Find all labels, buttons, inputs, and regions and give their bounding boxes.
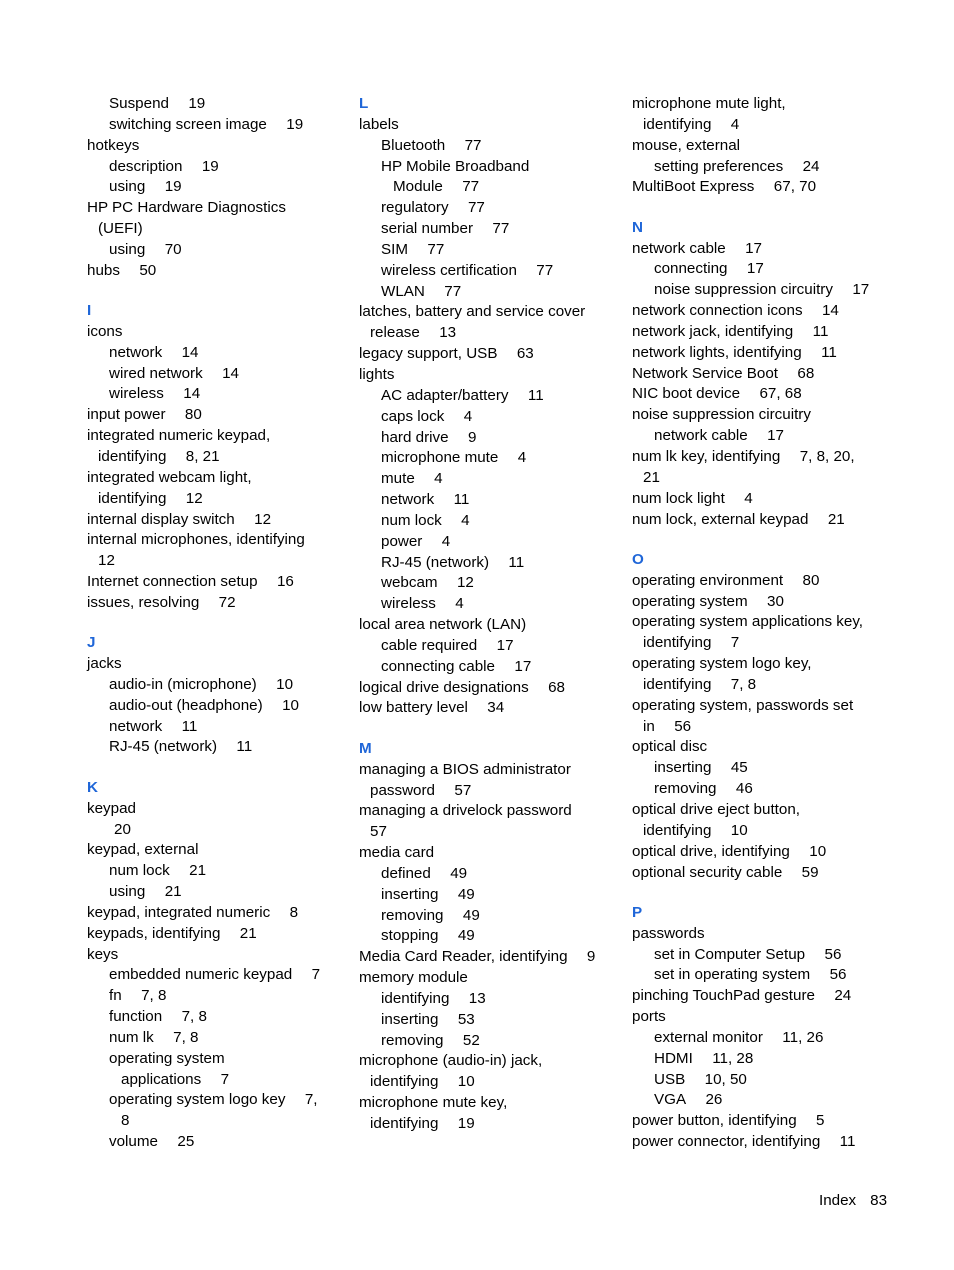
index-subentry bbox=[632, 1090, 894, 1111]
index-entry bbox=[632, 592, 894, 613]
index-subentry bbox=[359, 594, 621, 615]
index-entry bbox=[359, 615, 621, 636]
index-entry bbox=[87, 405, 349, 426]
index-letter-heading: L bbox=[359, 95, 369, 112]
index-entry-line: using 70 bbox=[109, 240, 182, 258]
index-subentry bbox=[359, 926, 621, 947]
index-entry-line: internal microphones, identifying bbox=[87, 531, 305, 549]
index-entry-line: power 4 bbox=[381, 532, 451, 550]
index-column-2 bbox=[359, 94, 621, 1135]
index-entry-line: defined 49 bbox=[381, 864, 468, 882]
index-entry bbox=[359, 1051, 621, 1093]
index-entry-line: regulatory 77 bbox=[381, 199, 485, 217]
index-subentry bbox=[87, 717, 349, 738]
index-entry bbox=[632, 1111, 894, 1132]
index-entry bbox=[359, 115, 621, 136]
index-letter-heading: O bbox=[632, 550, 644, 568]
index-entry-line: network 11 bbox=[109, 717, 198, 735]
index-entry-line: using 19 bbox=[109, 178, 182, 196]
index-entry-line: media card bbox=[359, 844, 435, 862]
index-entry bbox=[359, 801, 621, 843]
index-entry-line: pinching TouchPad gesture 24 bbox=[632, 987, 852, 1005]
index-entry-line: SIM 77 bbox=[381, 240, 445, 258]
index-entry bbox=[87, 530, 349, 572]
index-entry-line: noise suppression circuitry bbox=[632, 406, 811, 424]
index-entry-line: input power 80 bbox=[87, 406, 202, 424]
index-entry-line: operating system, passwords set bbox=[632, 696, 854, 714]
index-entry-line: operating system logo key, bbox=[632, 655, 812, 673]
index-entry bbox=[87, 799, 349, 841]
index-entry-line: optical drive eject button, bbox=[632, 801, 801, 818]
index-entry-line: local area network (LAN) bbox=[359, 616, 527, 634]
index-entry bbox=[87, 572, 349, 593]
index-entry bbox=[632, 364, 894, 385]
index-letter-heading: N bbox=[632, 218, 643, 236]
index-entry-line: keys bbox=[87, 945, 119, 963]
index-letter-heading: K bbox=[87, 778, 98, 796]
index-entry-line: hubs 50 bbox=[87, 261, 157, 279]
index-subentry bbox=[632, 779, 894, 800]
index-subentry bbox=[359, 490, 621, 511]
index-subentry bbox=[632, 426, 894, 447]
index-entry-line: memory module bbox=[359, 969, 468, 987]
index-entry-line: icons bbox=[87, 322, 123, 340]
index-entry-line: HP Mobile Broadband bbox=[381, 157, 530, 175]
index-entry bbox=[359, 302, 621, 344]
index-entry-line: power connector, identifying 11 bbox=[632, 1133, 856, 1151]
index-entry bbox=[632, 571, 894, 592]
index-entry bbox=[632, 301, 894, 322]
index-subentry bbox=[359, 636, 621, 657]
index-entry-line: num lock light 4 bbox=[632, 489, 753, 507]
index-entry-line: microphone mute key, bbox=[359, 1094, 508, 1112]
index-entry bbox=[87, 322, 349, 343]
index-subentry bbox=[632, 1028, 894, 1049]
index-entry-line: description 19 bbox=[109, 157, 219, 175]
index-entry bbox=[359, 344, 621, 365]
index-subentry bbox=[359, 657, 621, 678]
index-entry-line: HP PC Hardware Diagnostics bbox=[87, 199, 286, 217]
index-subentry bbox=[87, 1090, 349, 1132]
index-entry-line: RJ-45 (network) 11 bbox=[109, 738, 253, 756]
index-entry-line: keypad bbox=[87, 799, 136, 817]
index-entry-line: latches, battery and service cover bbox=[359, 303, 586, 321]
index-entry-line: internal display switch 12 bbox=[87, 510, 272, 528]
index-entry-line: AC adapter/battery 11 bbox=[381, 386, 544, 404]
index-entry-line: keypad, external bbox=[87, 841, 199, 859]
index-subentry bbox=[87, 861, 349, 882]
index-entry-line: stopping 49 bbox=[381, 927, 475, 945]
index-entry bbox=[632, 800, 894, 842]
index-subentry bbox=[359, 448, 621, 469]
index-entry-line: num lk key, identifying 7, 8, 20, bbox=[632, 448, 855, 465]
index-subentry bbox=[87, 882, 349, 903]
index-subentry bbox=[87, 1028, 349, 1049]
index-subentry bbox=[359, 157, 621, 199]
index-subentry bbox=[359, 573, 621, 594]
index-entry-line: external monitor 11, 26 bbox=[654, 1028, 824, 1046]
index-entry bbox=[87, 945, 349, 966]
index-subentry bbox=[87, 1007, 349, 1028]
index-entry bbox=[632, 94, 894, 136]
index-subentry bbox=[87, 384, 349, 405]
index-entry-line: audio-in (microphone) 10 bbox=[109, 675, 294, 693]
index-entry-line: network jack, identifying 11 bbox=[632, 322, 829, 340]
index-entry bbox=[87, 903, 349, 924]
index-entry-line: in 56 bbox=[643, 717, 692, 735]
index-subentry bbox=[632, 945, 894, 966]
index-entry-line: microphone mute 4 bbox=[381, 449, 527, 467]
index-entry-line: connecting cable 17 bbox=[381, 657, 532, 675]
index-entry bbox=[87, 593, 349, 614]
index-subentry bbox=[87, 696, 349, 717]
index-subentry bbox=[359, 407, 621, 428]
footer-label: Index bbox=[819, 1192, 857, 1209]
index-entry-line: 20 bbox=[114, 820, 131, 838]
index-entry-line: RJ-45 (network) 11 bbox=[381, 553, 525, 571]
index-subentry bbox=[359, 511, 621, 532]
index-entry bbox=[632, 924, 894, 945]
index-entry-line: identifying 12 bbox=[98, 489, 203, 507]
index-subentry bbox=[632, 965, 894, 986]
index-subentry bbox=[359, 428, 621, 449]
index-entry-line: operating environment 80 bbox=[632, 571, 820, 589]
index-entry bbox=[359, 365, 621, 386]
index-entry-line: num lk 7, 8 bbox=[109, 1028, 199, 1046]
index-entry bbox=[632, 384, 894, 405]
index-entry-line: cable required 17 bbox=[381, 636, 514, 654]
index-entry-line: integrated numeric keypad, bbox=[87, 427, 271, 445]
index-entry bbox=[87, 924, 349, 945]
index-subentry bbox=[87, 177, 349, 198]
index-entry bbox=[632, 510, 894, 531]
index-entry-line: low battery level 34 bbox=[359, 699, 505, 717]
index-entry-line: inserting 53 bbox=[381, 1010, 475, 1028]
index-entry bbox=[87, 468, 349, 510]
index-subentry bbox=[359, 532, 621, 553]
index-entry-line: Bluetooth 77 bbox=[381, 136, 482, 154]
index-entry-line: caps lock 4 bbox=[381, 407, 473, 425]
index-entry-line: fn 7, 8 bbox=[109, 987, 167, 1005]
index-entry-line: inserting 49 bbox=[381, 885, 475, 903]
index-entry-line: audio-out (headphone) 10 bbox=[109, 696, 299, 714]
index-entry-line: wireless 4 bbox=[381, 595, 464, 613]
index-subentry bbox=[359, 885, 621, 906]
index-entry-line: noise suppression circuitry 17 bbox=[654, 281, 870, 299]
index-subentry bbox=[632, 1070, 894, 1091]
index-entry bbox=[632, 842, 894, 863]
index-subentry bbox=[87, 1049, 349, 1091]
index-entry-line: managing a drivelock password bbox=[359, 802, 572, 820]
index-entry-line: integrated webcam light, bbox=[87, 468, 252, 486]
index-entry-line: issues, resolving 72 bbox=[87, 593, 236, 611]
index-entry bbox=[632, 1007, 894, 1028]
index-entry-line: 21 bbox=[643, 468, 660, 486]
index-entry-line: operating system logo key 7, bbox=[109, 1091, 318, 1109]
index-subentry bbox=[632, 157, 894, 178]
index-letter-heading: P bbox=[632, 903, 643, 921]
index-entry-line: identifying 8, 21 bbox=[98, 448, 220, 465]
index-entry-line: applications 7 bbox=[121, 1070, 230, 1088]
index-entry-line: removing 52 bbox=[381, 1031, 480, 1049]
index-entry-line: removing 49 bbox=[381, 906, 480, 924]
index-entry bbox=[87, 840, 349, 861]
index-entry bbox=[632, 696, 894, 738]
index-entry-line: Internet connection setup 16 bbox=[87, 573, 294, 591]
index-subentry bbox=[359, 906, 621, 927]
index-entry-line: microphone mute light, bbox=[632, 95, 786, 112]
index-entry-line: network 11 bbox=[381, 491, 470, 509]
index-entry-line: (UEFI) bbox=[98, 220, 143, 238]
index-entry-line: identifying 13 bbox=[381, 989, 486, 1007]
index-entry-line: microphone (audio-in) jack, bbox=[359, 1052, 543, 1070]
index-letter-heading: J bbox=[87, 634, 96, 652]
index-entry bbox=[632, 986, 894, 1007]
index-entry-line: num lock, external keypad 21 bbox=[632, 510, 845, 528]
index-entry-line: operating system 30 bbox=[632, 592, 784, 610]
index-entry bbox=[87, 654, 349, 675]
index-entry-line: operating system applications key, bbox=[632, 613, 864, 631]
index-entry-line: connecting 17 bbox=[654, 260, 764, 278]
index-entry-line: network cable 17 bbox=[632, 239, 763, 257]
index-entry-line: VGA 26 bbox=[654, 1091, 723, 1109]
index-entry-line: network lights, identifying 11 bbox=[632, 343, 837, 361]
index-subentry bbox=[632, 259, 894, 280]
index-entry-line: legacy support, USB 63 bbox=[359, 345, 534, 363]
index-entry-line: num lock 4 bbox=[381, 511, 470, 529]
index-entry bbox=[632, 405, 894, 426]
index-entry-line: keypad, integrated numeric 8 bbox=[87, 903, 299, 921]
index-column-3 bbox=[632, 94, 894, 1153]
index-entry-line: HDMI 11, 28 bbox=[654, 1049, 754, 1067]
index-entry-line: labels bbox=[359, 115, 399, 133]
index-entry-line: keypads, identifying 21 bbox=[87, 924, 257, 942]
index-letter-heading: I bbox=[87, 302, 92, 320]
index-subentry bbox=[87, 157, 349, 178]
index-entry-line: Suspend 19 bbox=[109, 95, 206, 112]
index-subentry bbox=[359, 553, 621, 574]
index-subentry bbox=[87, 965, 349, 986]
index-subentry bbox=[87, 364, 349, 385]
index-subentry bbox=[632, 280, 894, 301]
index-entry-line: wired network 14 bbox=[109, 364, 239, 382]
index-entry bbox=[359, 678, 621, 699]
index-entry-line: USB 10, 50 bbox=[654, 1070, 747, 1088]
index-entry-line: Media Card Reader, identifying 9 bbox=[359, 948, 596, 966]
index-subentry bbox=[359, 989, 621, 1010]
page-footer bbox=[819, 1191, 887, 1212]
index-entry-line: identifying 7, 8 bbox=[643, 675, 757, 693]
index-entry-line: identifying 10 bbox=[370, 1073, 475, 1091]
index-entry-line: identifying 19 bbox=[370, 1115, 475, 1132]
index-entry bbox=[632, 343, 894, 364]
index-subentry bbox=[632, 1049, 894, 1070]
index-subentry bbox=[87, 343, 349, 364]
index-entry-line: hotkeys bbox=[87, 136, 140, 154]
index-entry-line: webcam 12 bbox=[381, 574, 474, 592]
index-entry-line: password 57 bbox=[370, 781, 472, 799]
index-subentry bbox=[87, 94, 349, 115]
index-entry-line: operating system bbox=[109, 1049, 225, 1067]
index-entry-line: setting preferences 24 bbox=[654, 157, 820, 175]
index-entry-line: Module 77 bbox=[393, 178, 480, 196]
index-entry-line: NIC boot device 67, 68 bbox=[632, 385, 802, 403]
index-entry bbox=[632, 136, 894, 157]
index-entry-line: identifying 4 bbox=[643, 115, 740, 133]
index-entry-line: optical drive, identifying 10 bbox=[632, 842, 827, 860]
index-entry-line: hard drive 9 bbox=[381, 428, 477, 446]
index-entry bbox=[87, 510, 349, 531]
index-subentry bbox=[87, 115, 349, 136]
index-entry-line: optical disc bbox=[632, 738, 708, 756]
index-entry-line: identifying 7 bbox=[643, 634, 740, 652]
index-entry bbox=[632, 1132, 894, 1153]
index-entry-line: wireless 14 bbox=[109, 385, 201, 403]
index-entry-line: MultiBoot Express 67, 70 bbox=[632, 178, 817, 196]
index-entry bbox=[632, 322, 894, 343]
index-entry bbox=[87, 136, 349, 157]
index-entry-line: network 14 bbox=[109, 343, 199, 361]
index-subentry bbox=[359, 282, 621, 303]
index-entry-line: WLAN 77 bbox=[381, 282, 462, 300]
index-entry bbox=[359, 698, 621, 719]
index-entry bbox=[632, 863, 894, 884]
index-subentry bbox=[359, 240, 621, 261]
index-entry-line: removing 46 bbox=[654, 780, 753, 798]
index-entry bbox=[87, 426, 349, 468]
index-entry-line: power button, identifying 5 bbox=[632, 1112, 825, 1130]
index-subentry bbox=[359, 261, 621, 282]
index-entry-line: managing a BIOS administrator bbox=[359, 760, 571, 778]
index-entry-line: inserting 45 bbox=[654, 759, 748, 777]
index-subentry bbox=[359, 469, 621, 490]
index-entry-line: function 7, 8 bbox=[109, 1008, 207, 1026]
index-entry-line: 57 bbox=[370, 823, 387, 841]
index-column-1 bbox=[87, 94, 349, 1153]
index-subentry bbox=[359, 386, 621, 407]
index-subentry bbox=[87, 675, 349, 696]
index-entry bbox=[87, 261, 349, 282]
index-entry-line: wireless certification 77 bbox=[381, 261, 554, 279]
index-entry-line: network cable 17 bbox=[654, 427, 785, 445]
index-subentry bbox=[359, 136, 621, 157]
index-entry-line: Network Service Boot 68 bbox=[632, 364, 815, 382]
index-entry-line: release 13 bbox=[370, 324, 457, 342]
index-subentry bbox=[87, 240, 349, 261]
index-entry bbox=[632, 489, 894, 510]
index-subentry bbox=[87, 1132, 349, 1153]
index-entry bbox=[359, 947, 621, 968]
index-subentry bbox=[632, 758, 894, 779]
index-entry-line: identifying 10 bbox=[643, 821, 748, 839]
index-entry-line: embedded numeric keypad 7 bbox=[109, 966, 321, 984]
index-subentry bbox=[359, 219, 621, 240]
index-entry-line: using 21 bbox=[109, 883, 182, 901]
index-entry bbox=[632, 239, 894, 260]
index-entry bbox=[359, 843, 621, 864]
index-entry bbox=[632, 612, 894, 654]
index-subentry bbox=[87, 986, 349, 1007]
index-entry bbox=[632, 654, 894, 696]
index-entry-line: mouse, external bbox=[632, 136, 741, 154]
index-entry bbox=[359, 1093, 621, 1135]
index-entry-line: mute 4 bbox=[381, 470, 443, 488]
index-entry-line: logical drive designations 68 bbox=[359, 678, 565, 696]
index-entry bbox=[632, 447, 894, 489]
index-entry-line: ports bbox=[632, 1008, 666, 1026]
index-entry-line: jacks bbox=[87, 655, 122, 673]
index-entry-line: network connection icons 14 bbox=[632, 302, 839, 320]
index-entry-line: 8 bbox=[121, 1112, 130, 1130]
index-entry-line: 12 bbox=[98, 552, 115, 570]
index-subentry bbox=[359, 864, 621, 885]
index-entry-line: set in operating system 56 bbox=[654, 966, 847, 984]
index-entry-line: optional security cable 59 bbox=[632, 863, 819, 881]
index-entry-line: passwords bbox=[632, 924, 705, 942]
index-letter-heading: M bbox=[359, 739, 372, 757]
index-entry bbox=[632, 737, 894, 758]
index-entry-line: num lock 21 bbox=[109, 862, 207, 880]
index-entry-line: volume 25 bbox=[109, 1133, 195, 1151]
index-subentry bbox=[359, 1010, 621, 1031]
index-entry-line: serial number 77 bbox=[381, 220, 510, 238]
index-entry bbox=[87, 198, 349, 240]
index-subentry bbox=[359, 198, 621, 219]
index-subentry bbox=[87, 737, 349, 758]
page-number: 83 bbox=[870, 1192, 888, 1209]
index-entry-line: lights bbox=[359, 365, 395, 383]
index-entry bbox=[632, 177, 894, 198]
index-entry bbox=[359, 760, 621, 802]
index-entry-line: switching screen image 19 bbox=[109, 115, 304, 133]
index-subentry bbox=[359, 1031, 621, 1052]
index-entry bbox=[359, 968, 621, 989]
index-entry-line: set in Computer Setup 56 bbox=[654, 945, 842, 963]
